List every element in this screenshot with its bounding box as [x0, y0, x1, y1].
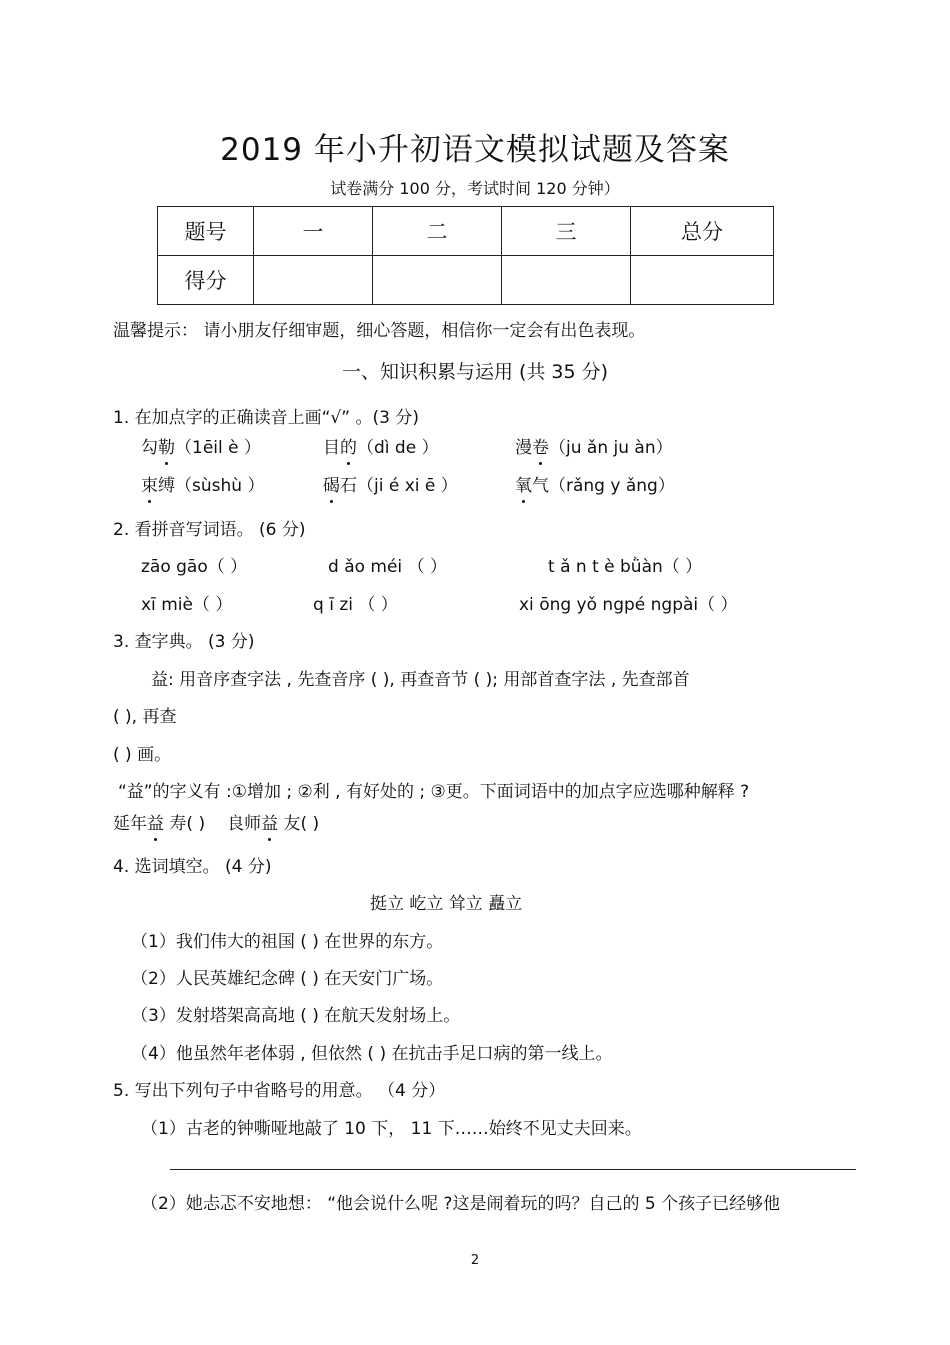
- q1-item-post: 缚（sùshù ）: [158, 476, 265, 496]
- q5-item: （2）她忐忑不安地想： “他会说什么呢 ?这是闹着玩的吗？自己的 5 个孩子已经够他: [141, 1194, 781, 1214]
- score-table-header-cell: 总分: [631, 207, 774, 256]
- q4-options: 挺立 屹立 耸立 矗立: [370, 894, 523, 914]
- score-table-header-row: [158, 207, 774, 256]
- q2-blank[interactable]: q ī zi （ ）: [313, 595, 398, 615]
- q1-item-post: 气（rǎng y ǎng）: [532, 476, 675, 496]
- q2-stem: 2. 看拼音写词语。 (6 分): [113, 520, 306, 540]
- dotted-char: 勒: [158, 433, 175, 458]
- q1-item: [323, 471, 458, 496]
- answer-line[interactable]: [170, 1169, 856, 1170]
- score-table-header-cell: 题号: [158, 207, 254, 256]
- q3-word-pre: 良师: [227, 814, 262, 834]
- tip-text: 温馨提示： 请小朋友仔细审题，细心答题，相信你一定会有出色表现。: [113, 321, 646, 341]
- score-table-header-cell: 三: [502, 207, 631, 256]
- dotted-char: 氧: [515, 471, 532, 496]
- score-cell[interactable]: [373, 256, 502, 305]
- score-table-row-label: 得分: [158, 256, 254, 305]
- score-cell[interactable]: [502, 256, 631, 305]
- q1-item-pre: 勾: [141, 438, 158, 458]
- q1-item-post: （ju ǎn ju àn）: [549, 438, 673, 458]
- q3-word-post: 寿( ): [164, 814, 206, 834]
- q3-line: 益: 用音序查字法 , 先查音序 ( ), 再查音节 ( ); 用部首查字法 , 先查部首: [151, 670, 690, 690]
- q1-item-post: （1ēil è ）: [175, 438, 261, 458]
- q3-line: ( ) 画。: [113, 745, 172, 765]
- q4-item: （4）他虽然年老体弱 , 但依然 ( ) 在抗击手足口病的第一线上。: [131, 1044, 613, 1064]
- q3-word-pre: 延年: [113, 814, 147, 834]
- q5-stem: 5. 写出下列句子中省略号的用意。 （4 分）: [113, 1081, 446, 1101]
- q3-line: [113, 809, 319, 834]
- q3-stem: 3. 查字典。 (3 分): [113, 632, 255, 652]
- q2-blank[interactable]: zāo gāo（ ）: [141, 557, 248, 577]
- dotted-char: 益: [147, 809, 164, 834]
- q4-stem: 4. 选词填空。 (4 分): [113, 857, 272, 877]
- q2-blank[interactable]: d ǎo méi （ ）: [328, 557, 447, 577]
- dotted-char: 束: [141, 471, 158, 496]
- section-title: 一、知识积累与运用 (共 35 分): [341, 361, 609, 383]
- q1-item: [323, 433, 439, 458]
- score-table: [157, 206, 774, 305]
- score-cell[interactable]: [631, 256, 774, 305]
- q1-item: [515, 433, 673, 458]
- q4-item: （3）发射塔架高高地 ( ) 在航天发射场上。: [131, 1006, 461, 1026]
- q1-item-pre: 漫: [515, 438, 532, 458]
- q4-item: （1）我们伟大的祖国 ( ) 在世界的东方。: [131, 932, 444, 952]
- q2-blank[interactable]: xi ōng yǒ ngpé ngpài（ ）: [519, 595, 738, 615]
- score-table-header-cell: 一: [254, 207, 373, 256]
- q5-item: （1）古老的钟嘶哑地敲了 10 下， 11 下……始终不见丈夫回来。: [141, 1119, 642, 1139]
- q3-line: ( ), 再查: [113, 707, 177, 727]
- page-title: 2019 年小升初语文模拟试题及答案: [220, 132, 730, 168]
- q1-item-pre: 目: [323, 438, 340, 458]
- dotted-char: 益: [261, 809, 278, 834]
- exam-info: 试卷满分 100 分，考试时间 120 分钟）: [330, 179, 620, 198]
- q4-item: （2）人民英雄纪念碑 ( ) 在天安门广场。: [131, 969, 444, 989]
- score-cell[interactable]: [254, 256, 373, 305]
- q1-stem: 1. 在加点字的正确读音上画“√” 。(3 分): [113, 408, 419, 428]
- q2-blank[interactable]: t ǎ n t è bǜàn（ ）: [548, 557, 703, 577]
- q1-item: [141, 433, 261, 458]
- q3-word-post: 友( ): [278, 814, 320, 834]
- q2-blank[interactable]: xī miè（ ）: [141, 595, 233, 615]
- dotted-char: 卷: [532, 433, 549, 458]
- q1-item-post: （dì de ）: [357, 438, 439, 458]
- dotted-char: 碣: [323, 471, 340, 496]
- score-table-header-cell: 二: [373, 207, 502, 256]
- q3-line: “益”的字义有 :①增加 ; ②利 , 有好处的 ; ③更。下面词语中的加点字应选哪种解释 ?: [118, 782, 750, 802]
- q1-item: [141, 471, 264, 496]
- q1-item: [515, 471, 675, 496]
- page-number: 2: [470, 1253, 480, 1268]
- dotted-char: 的: [340, 433, 357, 458]
- q1-item-post: 石（ji é xi ē ）: [340, 476, 458, 496]
- score-table-score-row: [158, 256, 774, 305]
